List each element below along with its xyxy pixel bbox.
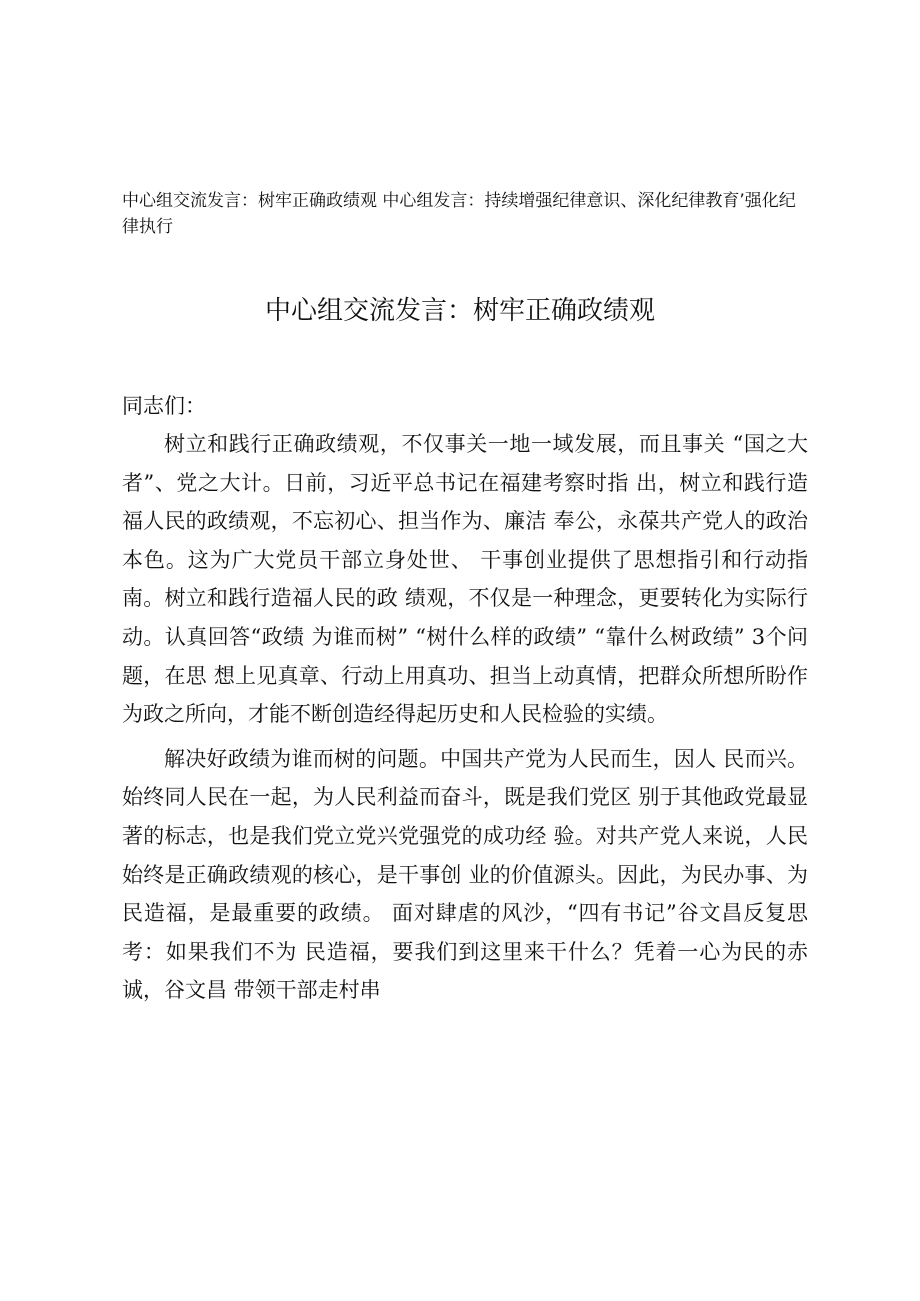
paragraph: 树立和践行正确政绩观，不仅事关一地一域发展，而且事关 “国之大者”、党之大计。日前，习近平总书记在福建考察时指 出，树立和践行造福人民的政绩观，不忘初心、担当作为、廉洁 奉公，永葆共产党人的政治本色。这为广大党员干部立身处世、 干事创业提供了思想指引和行动指南。树立和践行造福人民的政 绩观，不仅是一种理念，更要转化为实际行动。认真回答“政绩 为谁而树” “树什么样的政绩” “靠什么树政绩” 3个问题，在思 想上见真章、行动上用真功、担当上动真情，把群众所想所盼作 为政之所向，才能不断创造经得起历史和人民检验的实绩。 xyxy=(122,432,808,727)
document-header: 中心组交流发言：树牢正确政绩观 中心组发言：持续增强纪律意识、深化纪律教育’强化纪律执行 xyxy=(122,191,796,237)
paragraph: 解决好政绩为谁而树的问题。中国共产党为人民而生，因人 民而兴。始终同人民在一起，为人民利益而奋斗，既是我们党区 别于其他政党最显著的标志，也是我们党立党兴党强党的成功经 验。对共产党人来说，人民始终是正确政绩观的核心，是干事创 业的价值源头。因此，为民办事、为民造福，是最重要的政绩。 面对肆虐的风沙，“四有书记”谷文昌反复思考：如果我们不为 民造福，要我们到这里来干什么？凭着一心为民的赤诚，谷文昌 带领干部走村串 xyxy=(122,746,808,1003)
document-body xyxy=(122,387,808,1010)
document-title: 中心组交流发言：树牢正确政绩观 xyxy=(264,296,655,326)
greeting: 同志们： xyxy=(122,394,206,418)
